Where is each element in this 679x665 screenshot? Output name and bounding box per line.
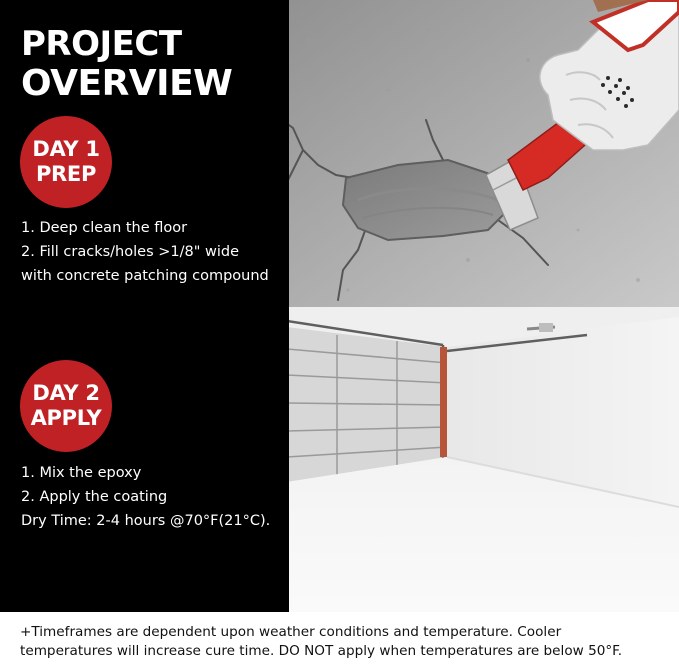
day-1-badge xyxy=(20,116,112,208)
timeframe-footnote xyxy=(20,623,672,661)
day-2-badge-sublabel: APPLY xyxy=(30,406,102,430)
day-2-dry-time: Dry Time: 2-4 hours @70°F(21°C). xyxy=(21,513,271,529)
overview-panel xyxy=(0,0,289,612)
day-1-step-1: 1. Deep clean the floor xyxy=(21,220,188,236)
page-title xyxy=(21,24,232,104)
concrete-patching-photo xyxy=(248,0,679,307)
day-1-steps xyxy=(21,216,269,288)
garage-floor-photo xyxy=(287,307,679,612)
day-1-step-2: 2. Fill cracks/holes >1/8" wide xyxy=(21,244,240,260)
day-1-badge-sublabel: PREP xyxy=(35,162,97,186)
day-1-badge-label: DAY 1 xyxy=(32,137,100,161)
title-line-2: OVERVIEW xyxy=(21,63,233,104)
day-2-steps xyxy=(21,461,270,533)
title-line-1: PROJECT xyxy=(21,24,182,64)
day-2-badge xyxy=(20,360,112,452)
day-2-step-2: 2. Apply the coating xyxy=(21,489,168,505)
footnote-line-1: +Timeframes are dependent upon weather conditions and temperature. Cooler xyxy=(20,624,562,640)
day-1-step-2-continued: with concrete patching compound xyxy=(21,268,269,284)
footnote-line-2: temperatures will increase cure time. DO NOT apply when temperatures are below 50°F. xyxy=(20,643,623,659)
day-2-badge-label: DAY 2 xyxy=(32,381,100,405)
day-2-step-1: 1. Mix the epoxy xyxy=(21,465,142,481)
